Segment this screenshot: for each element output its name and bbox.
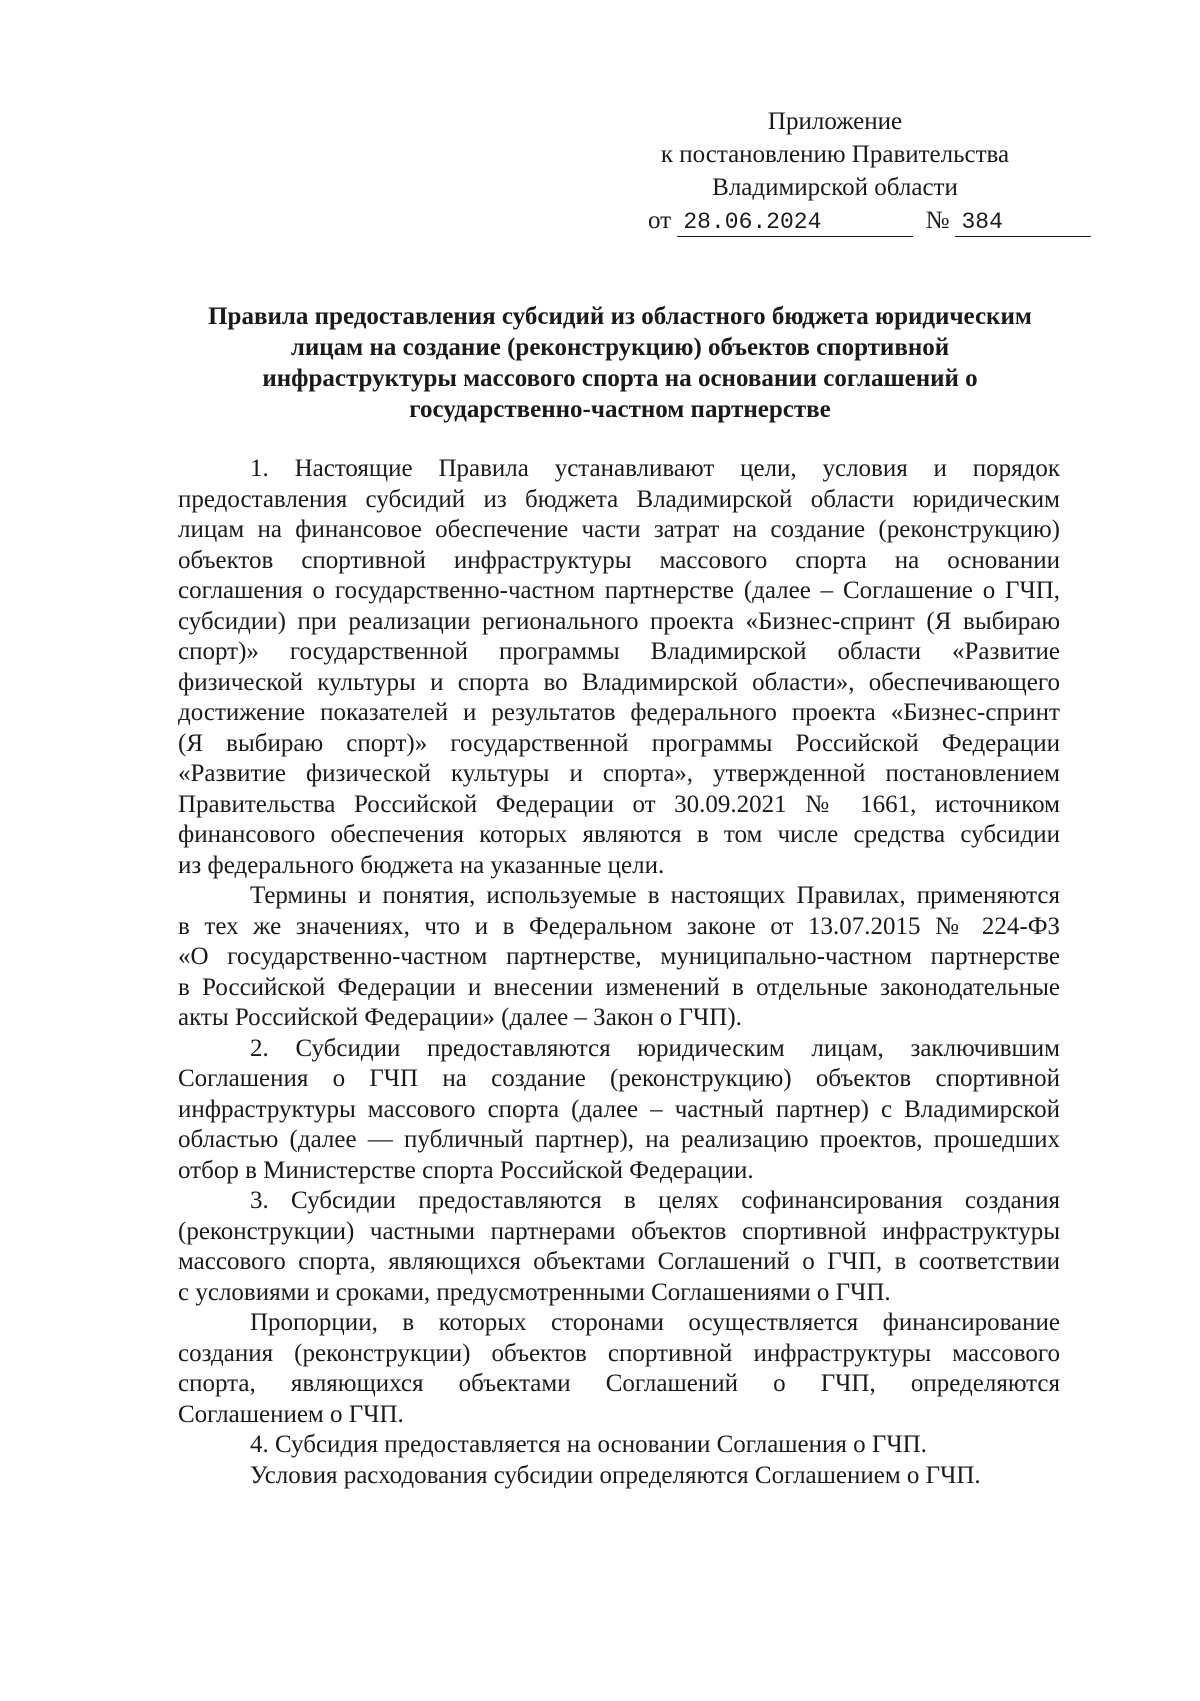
paragraph-line: областью (далее — публичный партнер), на реализацию проектов, прошедших [178, 1126, 1060, 1153]
paragraph-line: физической культуры и спорта во Владимирской области», обеспечивающего [178, 668, 1060, 696]
paragraph [178, 1308, 1060, 1430]
paragraph-line: финансового обеспечения которых являются в том числе средства субсидии [178, 821, 1060, 848]
title-line: инфраструктуры массового спорта на основании соглашений о [262, 365, 978, 392]
title-line: государственно-частном партнерстве [409, 396, 831, 423]
appendix-header [620, 105, 1050, 204]
document-title [175, 301, 1065, 425]
date-prefix: от [648, 207, 672, 234]
paragraph-line: из федерального бюджета на указанные цели. [178, 851, 665, 879]
paragraph-line: (реконструкции) частными партнерами объектов спортивной инфраструктуры [178, 1217, 1060, 1245]
paragraph-line: «Развитие физической культуры и спорта», утвержденной постановлением [178, 760, 1060, 787]
paragraph-line: спорта, являющихся объектами Соглашений о ГЧП, определяются [178, 1370, 1060, 1397]
appendix-line: к постановлению Правительства [660, 141, 1010, 168]
document-body [178, 454, 1060, 1491]
paragraph-line: Соглашением о ГЧП. [178, 1400, 404, 1428]
paragraph-line: (Я выбираю спорт)» государственной программы Российской Федерации [178, 729, 1060, 757]
paragraph-line: с условиями и сроками, предусмотренными Соглашениями о ГЧП. [178, 1278, 891, 1306]
paragraph [178, 1186, 1060, 1308]
paragraph-line: соглашения о государственно-частном партнерстве (далее – Соглашение о ГЧП, [178, 577, 1060, 604]
paragraph-line: акты Российской Федерации» (далее – Закон о ГЧП). [178, 1004, 742, 1031]
decree-date-number [648, 204, 1091, 237]
paragraph [178, 1034, 1060, 1187]
paragraph [178, 1461, 1060, 1492]
paragraph-line: Условия расходования субсидии определяются Соглашением о ГЧП. [250, 1461, 981, 1489]
paragraph-line: создания (реконструкции) объектов спортивной инфраструктуры массового [178, 1339, 1060, 1367]
paragraph-line: спорт)» государственной программы Владимирской области «Развитие [178, 638, 1060, 665]
decree-number: 384 [955, 208, 1091, 237]
decree-date: 28.06.2024 [677, 208, 913, 237]
paragraph-line: массового спорта, являющихся объектами Соглашений о ГЧП, в соответствии [178, 1248, 1060, 1275]
paragraph-line: 2. Субсидии предоставляются юридическим лицам, заключившим [250, 1034, 1060, 1062]
title-line: Правила предоставления субсидий из областного бюджета юридическим [208, 303, 1032, 330]
paragraph [178, 1430, 1060, 1461]
paragraph-line: 3. Субсидии предоставляются в целях софинансирования создания [250, 1187, 1060, 1214]
paragraph-line: достижение показателей и результатов федерального проекта «Бизнес-спринт [178, 699, 1060, 726]
number-prefix: № [925, 207, 950, 234]
paragraph-line: 1. Настоящие Правила устанавливают цели, условия и порядок [250, 455, 1060, 482]
paragraph [178, 881, 1060, 1034]
title-line: лицам на создание (реконструкцию) объектов спортивной [290, 334, 950, 361]
paragraph-line: объектов спортивной инфраструктуры массового спорта на основании [178, 546, 1060, 574]
paragraph-line: Соглашения о ГЧП на создание (реконструкцию) объектов спортивной [178, 1065, 1060, 1092]
paragraph-line: отбор в Министерстве спорта Российской Федерации. [178, 1156, 754, 1184]
appendix-line: Приложение [767, 108, 903, 135]
paragraph-line: субсидии) при реализации регионального проекта «Бизнес-спринт (Я выбираю [178, 607, 1060, 635]
appendix-line: Владимирской области [712, 174, 958, 201]
paragraph-line: инфраструктуры массового спорта (далее – частный партнер) с Владимирской [178, 1095, 1060, 1123]
paragraph-line: «О государственно-частном партнерстве, муниципально-частном партнерстве [178, 943, 1060, 970]
paragraph-line: в Российской Федерации и внесении изменений в отдельные законодательные [178, 973, 1060, 1001]
paragraph-line: предоставления субсидий из бюджета Владимирской области юридическим [178, 485, 1060, 513]
paragraph-line: в тех же значениях, что и в Федеральном законе от 13.07.2015 № 224-ФЗ [178, 912, 1060, 940]
paragraph [178, 454, 1060, 881]
paragraph-line: лицам на финансовое обеспечение части затрат на создание (реконструкцию) [178, 516, 1060, 543]
paragraph-line: Правительства Российской Федерации от 30.09.2021 № 1661, источником [178, 790, 1060, 818]
paragraph-line: Термины и понятия, используемые в настоящих Правилах, применяются [250, 882, 1060, 909]
paragraph-line: 4. Субсидия предоставляется на основании Соглашения о ГЧП. [250, 1431, 927, 1458]
paragraph-line: Пропорции, в которых сторонами осуществляется финансирование [250, 1309, 1060, 1336]
